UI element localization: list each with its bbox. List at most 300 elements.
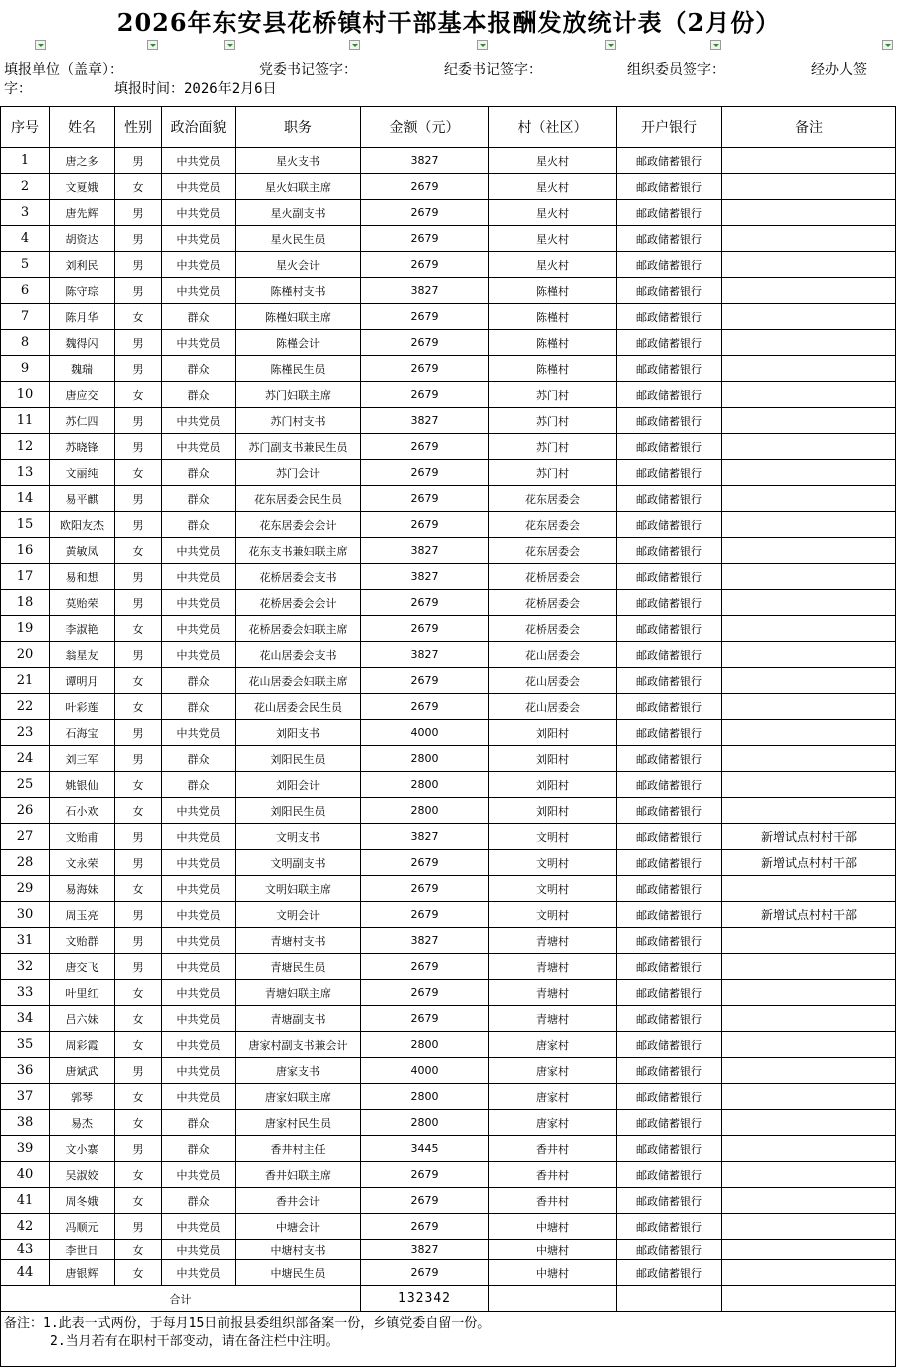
cell-gender: 男 bbox=[115, 824, 162, 849]
cell-seq: 19 bbox=[1, 616, 50, 641]
party-secretary-signature-label: 党委书记签字： bbox=[259, 62, 357, 78]
cell-remark bbox=[722, 1214, 896, 1239]
cell-bank: 邮政储蓄银行 bbox=[617, 1136, 722, 1161]
cell-political-status: 中共党员 bbox=[162, 330, 236, 355]
table-row bbox=[1, 1084, 896, 1110]
cell-political-status: 中共党员 bbox=[162, 200, 236, 225]
cell-bank: 邮政储蓄银行 bbox=[617, 1006, 722, 1031]
cell-remark bbox=[722, 668, 896, 693]
cell-bank: 邮政储蓄银行 bbox=[617, 954, 722, 979]
cell-remark bbox=[722, 330, 896, 355]
table-row bbox=[1, 1162, 896, 1188]
cell-seq: 8 bbox=[1, 330, 50, 355]
cell-political-status: 中共党员 bbox=[162, 876, 236, 901]
cell-position: 苏门妇联主席 bbox=[236, 382, 361, 407]
cell-village: 香井村 bbox=[489, 1188, 617, 1213]
cell-seq: 35 bbox=[1, 1032, 50, 1057]
table-row bbox=[1, 1260, 896, 1286]
cell-gender: 男 bbox=[115, 148, 162, 173]
cell-name: 石海宝 bbox=[50, 720, 115, 745]
cell-gender: 女 bbox=[115, 772, 162, 797]
column-header-village: 村（社区） bbox=[489, 107, 617, 147]
table-row bbox=[1, 1032, 896, 1058]
cell-gender: 男 bbox=[115, 356, 162, 381]
cell-gender: 女 bbox=[115, 304, 162, 329]
table-row bbox=[1, 980, 896, 1006]
cell-gender: 男 bbox=[115, 486, 162, 511]
cell-gender: 女 bbox=[115, 694, 162, 719]
cell-remark bbox=[722, 642, 896, 667]
cell-gender: 男 bbox=[115, 1058, 162, 1083]
cell-bank: 邮政储蓄银行 bbox=[617, 1032, 722, 1057]
cell-remark bbox=[722, 200, 896, 225]
cell-amount: 2679 bbox=[361, 668, 489, 693]
cell-remark bbox=[722, 798, 896, 823]
filter-dropdown-icon[interactable] bbox=[35, 40, 46, 50]
cell-bank: 邮政储蓄银行 bbox=[617, 980, 722, 1005]
form-header bbox=[0, 50, 897, 106]
cell-political-status: 中共党员 bbox=[162, 902, 236, 927]
cell-village: 花桥居委会 bbox=[489, 590, 617, 615]
cell-village: 陈槿村 bbox=[489, 356, 617, 381]
salary-table bbox=[0, 106, 896, 1367]
cell-seq: 41 bbox=[1, 1188, 50, 1213]
cell-seq: 32 bbox=[1, 954, 50, 979]
cell-seq: 17 bbox=[1, 564, 50, 589]
cell-gender: 女 bbox=[115, 1188, 162, 1213]
cell-remark bbox=[722, 876, 896, 901]
cell-seq: 37 bbox=[1, 1084, 50, 1109]
table-row bbox=[1, 408, 896, 434]
cell-position: 花东支书兼妇联主席 bbox=[236, 538, 361, 563]
cell-seq: 1 bbox=[1, 148, 50, 173]
column-header-political-status: 政治面貌 bbox=[162, 107, 236, 147]
cell-amount: 3827 bbox=[361, 928, 489, 953]
cell-political-status: 中共党员 bbox=[162, 642, 236, 667]
cell-village: 刘阳村 bbox=[489, 798, 617, 823]
table-row bbox=[1, 928, 896, 954]
cell-amount: 2679 bbox=[361, 876, 489, 901]
cell-village: 青塘村 bbox=[489, 954, 617, 979]
cell-bank: 邮政储蓄银行 bbox=[617, 564, 722, 589]
column-header-amount: 金额（元） bbox=[361, 107, 489, 147]
filter-dropdown-icon[interactable] bbox=[224, 40, 235, 50]
cell-seq: 25 bbox=[1, 772, 50, 797]
cell-bank: 邮政储蓄银行 bbox=[617, 668, 722, 693]
filter-dropdown-icon[interactable] bbox=[882, 40, 893, 50]
cell-amount: 2679 bbox=[361, 304, 489, 329]
cell-village: 文明村 bbox=[489, 876, 617, 901]
cell-amount: 2679 bbox=[361, 954, 489, 979]
total-village-cell bbox=[489, 1286, 617, 1311]
cell-position: 花东居委会会计 bbox=[236, 512, 361, 537]
cell-seq: 6 bbox=[1, 278, 50, 303]
table-row bbox=[1, 304, 896, 330]
cell-position: 唐家村副支书兼会计 bbox=[236, 1032, 361, 1057]
cell-name: 叶里红 bbox=[50, 980, 115, 1005]
cell-name: 文贻甫 bbox=[50, 824, 115, 849]
cell-position: 花东居委会民生员 bbox=[236, 486, 361, 511]
table-row bbox=[1, 174, 896, 200]
cell-village: 青塘村 bbox=[489, 980, 617, 1005]
cell-seq: 42 bbox=[1, 1214, 50, 1239]
cell-position: 香井村主任 bbox=[236, 1136, 361, 1161]
cell-bank: 邮政储蓄银行 bbox=[617, 304, 722, 329]
cell-remark bbox=[722, 278, 896, 303]
cell-remark: 新增试点村村干部 bbox=[760, 856, 857, 870]
cell-remark bbox=[722, 590, 896, 615]
cell-bank: 邮政储蓄银行 bbox=[617, 330, 722, 355]
cell-amount: 3827 bbox=[361, 148, 489, 173]
cell-position: 花山居委会民生员 bbox=[236, 694, 361, 719]
table-header bbox=[1, 107, 896, 148]
cell-village: 苏门村 bbox=[489, 382, 617, 407]
cell-bank: 邮政储蓄银行 bbox=[617, 252, 722, 277]
cell-position: 星火民生员 bbox=[236, 226, 361, 251]
discipline-secretary-signature-label: 纪委书记签字： bbox=[444, 62, 542, 78]
cell-political-status: 中共党员 bbox=[162, 1058, 236, 1083]
cell-position: 青塘副支书 bbox=[236, 1006, 361, 1031]
table-row bbox=[1, 824, 896, 850]
cell-position: 刘阳民生员 bbox=[236, 798, 361, 823]
cell-amount: 2679 bbox=[361, 330, 489, 355]
cell-position: 香井妇联主席 bbox=[236, 1162, 361, 1187]
cell-remark bbox=[722, 460, 896, 485]
cell-amount: 3827 bbox=[361, 538, 489, 563]
filter-dropdown-icon[interactable] bbox=[477, 40, 488, 50]
filter-dropdown-icon[interactable] bbox=[605, 40, 616, 50]
cell-gender: 男 bbox=[115, 200, 162, 225]
cell-village: 刘阳村 bbox=[489, 772, 617, 797]
cell-bank: 邮政储蓄银行 bbox=[617, 200, 722, 225]
cell-remark bbox=[722, 720, 896, 745]
cell-bank: 邮政储蓄银行 bbox=[617, 174, 722, 199]
cell-political-status: 群众 bbox=[162, 356, 236, 381]
cell-remark bbox=[722, 174, 896, 199]
total-remark-cell bbox=[722, 1286, 896, 1311]
table-row bbox=[1, 1110, 896, 1136]
cell-political-status: 群众 bbox=[162, 1110, 236, 1135]
cell-position: 刘阳民生员 bbox=[236, 746, 361, 771]
cell-political-status: 中共党员 bbox=[162, 538, 236, 563]
cell-name: 易平麒 bbox=[50, 486, 115, 511]
cell-name: 翁星友 bbox=[50, 642, 115, 667]
cell-seq: 39 bbox=[1, 1136, 50, 1161]
cell-gender: 男 bbox=[115, 434, 162, 459]
cell-gender: 女 bbox=[115, 1110, 162, 1135]
cell-position: 陈槿村支书 bbox=[236, 278, 361, 303]
cell-seq: 28 bbox=[1, 850, 50, 875]
handler-signature-label-cont: 字： bbox=[4, 81, 32, 97]
cell-amount: 2679 bbox=[361, 460, 489, 485]
cell-amount: 2679 bbox=[361, 382, 489, 407]
cell-name: 冯顺元 bbox=[50, 1214, 115, 1239]
cell-village: 刘阳村 bbox=[489, 720, 617, 745]
table-row bbox=[1, 1214, 896, 1240]
cell-seq: 13 bbox=[1, 460, 50, 485]
cell-gender: 女 bbox=[115, 1084, 162, 1109]
cell-name: 刘利民 bbox=[50, 252, 115, 277]
cell-gender: 女 bbox=[115, 1032, 162, 1057]
table-row bbox=[1, 902, 896, 928]
cell-name: 李世日 bbox=[50, 1240, 115, 1259]
table-row bbox=[1, 538, 896, 564]
cell-position: 花桥居委会妇联主席 bbox=[236, 616, 361, 641]
cell-remark bbox=[722, 1188, 896, 1213]
cell-seq: 4 bbox=[1, 226, 50, 251]
cell-position: 文明副支书 bbox=[236, 850, 361, 875]
cell-amount: 2679 bbox=[361, 1006, 489, 1031]
cell-seq: 40 bbox=[1, 1162, 50, 1187]
cell-village: 香井村 bbox=[489, 1162, 617, 1187]
cell-position: 星火会计 bbox=[236, 252, 361, 277]
cell-name: 唐斌武 bbox=[50, 1058, 115, 1083]
table-row bbox=[1, 772, 896, 798]
cell-position: 苏门村支书 bbox=[236, 408, 361, 433]
cell-village: 苏门村 bbox=[489, 460, 617, 485]
table-row bbox=[1, 434, 896, 460]
cell-village: 花东居委会 bbox=[489, 538, 617, 563]
cell-amount: 3827 bbox=[361, 408, 489, 433]
cell-remark bbox=[722, 1260, 896, 1285]
cell-remark bbox=[722, 616, 896, 641]
cell-amount: 2800 bbox=[361, 1110, 489, 1135]
cell-seq: 31 bbox=[1, 928, 50, 953]
cell-bank: 邮政储蓄银行 bbox=[617, 538, 722, 563]
cell-remark bbox=[722, 928, 896, 953]
table-row bbox=[1, 1058, 896, 1084]
table-row bbox=[1, 1006, 896, 1032]
cell-political-status: 中共党员 bbox=[162, 174, 236, 199]
cell-seq: 23 bbox=[1, 720, 50, 745]
column-header-seq: 序号 bbox=[1, 107, 50, 147]
filter-dropdown-icon[interactable] bbox=[710, 40, 721, 50]
cell-bank: 邮政储蓄银行 bbox=[617, 798, 722, 823]
cell-name: 唐之多 bbox=[50, 148, 115, 173]
table-row bbox=[1, 330, 896, 356]
cell-bank: 邮政储蓄银行 bbox=[617, 1260, 722, 1285]
cell-village: 苏门村 bbox=[489, 434, 617, 459]
cell-remark bbox=[722, 1084, 896, 1109]
cell-amount: 2800 bbox=[361, 1032, 489, 1057]
column-header-bank: 开户银行 bbox=[617, 107, 722, 147]
cell-amount: 2679 bbox=[361, 1260, 489, 1285]
cell-bank: 邮政储蓄银行 bbox=[617, 642, 722, 667]
cell-bank: 邮政储蓄银行 bbox=[617, 876, 722, 901]
cell-seq: 18 bbox=[1, 590, 50, 615]
filter-dropdown-icon[interactable] bbox=[147, 40, 158, 50]
cell-bank: 邮政储蓄银行 bbox=[617, 772, 722, 797]
table-row bbox=[1, 148, 896, 174]
cell-position: 苏门副支书兼民生员 bbox=[236, 434, 361, 459]
cell-bank: 邮政储蓄银行 bbox=[617, 824, 722, 849]
total-bank-cell bbox=[617, 1286, 722, 1311]
cell-amount: 2679 bbox=[361, 616, 489, 641]
cell-political-status: 中共党员 bbox=[162, 1240, 236, 1259]
cell-political-status: 中共党员 bbox=[162, 590, 236, 615]
cell-name: 魏得闪 bbox=[50, 330, 115, 355]
cell-village: 星火村 bbox=[489, 174, 617, 199]
table-row bbox=[1, 460, 896, 486]
cell-amount: 2679 bbox=[361, 174, 489, 199]
cell-name: 周玉亮 bbox=[50, 902, 115, 927]
cell-political-status: 中共党员 bbox=[162, 616, 236, 641]
cell-gender: 男 bbox=[115, 278, 162, 303]
cell-seq: 21 bbox=[1, 668, 50, 693]
cell-gender: 女 bbox=[115, 460, 162, 485]
unit-label: 填报单位（盖章）： bbox=[4, 62, 123, 78]
cell-gender: 男 bbox=[115, 1214, 162, 1239]
cell-village: 陈槿村 bbox=[489, 304, 617, 329]
cell-political-status: 中共党员 bbox=[162, 226, 236, 251]
cell-village: 星火村 bbox=[489, 226, 617, 251]
cell-amount: 2679 bbox=[361, 1188, 489, 1213]
cell-position: 花山居委会支书 bbox=[236, 642, 361, 667]
table-row bbox=[1, 200, 896, 226]
cell-name: 李淑艳 bbox=[50, 616, 115, 641]
cell-seq: 22 bbox=[1, 694, 50, 719]
cell-remark bbox=[722, 512, 896, 537]
cell-bank: 邮政储蓄银行 bbox=[617, 850, 722, 875]
cell-seq: 14 bbox=[1, 486, 50, 511]
cell-remark: 新增试点村村干部 bbox=[760, 908, 857, 922]
table-row bbox=[1, 226, 896, 252]
total-label: 合计 bbox=[1, 1286, 361, 1311]
cell-political-status: 群众 bbox=[162, 1136, 236, 1161]
cell-political-status: 中共党员 bbox=[162, 1162, 236, 1187]
cell-amount: 2679 bbox=[361, 850, 489, 875]
column-header-remark: 备注 bbox=[795, 120, 823, 136]
cell-amount: 3827 bbox=[361, 642, 489, 667]
cell-village: 中塘村 bbox=[489, 1240, 617, 1259]
cell-position: 陈槿会计 bbox=[236, 330, 361, 355]
table-row bbox=[1, 616, 896, 642]
cell-position: 青塘民生员 bbox=[236, 954, 361, 979]
cell-political-status: 中共党员 bbox=[162, 850, 236, 875]
cell-gender: 女 bbox=[115, 174, 162, 199]
cell-village: 文明村 bbox=[489, 902, 617, 927]
cell-name: 谭明月 bbox=[50, 668, 115, 693]
cell-gender: 男 bbox=[115, 954, 162, 979]
table-row bbox=[1, 564, 896, 590]
cell-position: 文明支书 bbox=[236, 824, 361, 849]
cell-political-status: 群众 bbox=[162, 694, 236, 719]
cell-amount: 2679 bbox=[361, 980, 489, 1005]
cell-village: 花桥居委会 bbox=[489, 564, 617, 589]
cell-bank: 邮政储蓄银行 bbox=[617, 356, 722, 381]
cell-political-status: 中共党员 bbox=[162, 564, 236, 589]
cell-gender: 女 bbox=[115, 538, 162, 563]
cell-seq: 20 bbox=[1, 642, 50, 667]
cell-bank: 邮政储蓄银行 bbox=[617, 278, 722, 303]
cell-name: 唐银辉 bbox=[50, 1260, 115, 1285]
cell-position: 唐家妇联主席 bbox=[236, 1084, 361, 1109]
cell-name: 易海妹 bbox=[50, 876, 115, 901]
cell-bank: 邮政储蓄银行 bbox=[617, 1214, 722, 1239]
cell-seq: 36 bbox=[1, 1058, 50, 1083]
cell-name: 郭琴 bbox=[50, 1084, 115, 1109]
cell-amount: 2679 bbox=[361, 486, 489, 511]
cell-village: 香井村 bbox=[489, 1136, 617, 1161]
cell-remark bbox=[722, 1006, 896, 1031]
cell-village: 陈槿村 bbox=[489, 330, 617, 355]
cell-village: 星火村 bbox=[489, 200, 617, 225]
cell-name: 陈守琮 bbox=[50, 278, 115, 303]
cell-seq: 43 bbox=[1, 1240, 50, 1259]
cell-name: 叶彩莲 bbox=[50, 694, 115, 719]
cell-gender: 女 bbox=[115, 1162, 162, 1187]
cell-position: 星火支书 bbox=[236, 148, 361, 173]
cell-remark bbox=[722, 304, 896, 329]
cell-bank: 邮政储蓄银行 bbox=[617, 1240, 722, 1259]
cell-name: 文丽纯 bbox=[50, 460, 115, 485]
cell-gender: 男 bbox=[115, 408, 162, 433]
table-row bbox=[1, 278, 896, 304]
cell-village: 文明村 bbox=[489, 850, 617, 875]
cell-seq: 11 bbox=[1, 408, 50, 433]
cell-gender: 男 bbox=[115, 226, 162, 251]
cell-bank: 邮政储蓄银行 bbox=[617, 408, 722, 433]
cell-bank: 邮政储蓄银行 bbox=[617, 486, 722, 511]
table-row bbox=[1, 1136, 896, 1162]
cell-remark bbox=[722, 226, 896, 251]
cell-position: 青塘村支书 bbox=[236, 928, 361, 953]
cell-name: 文贻群 bbox=[50, 928, 115, 953]
cell-bank: 邮政储蓄银行 bbox=[617, 148, 722, 173]
cell-remark bbox=[722, 1136, 896, 1161]
cell-political-status: 群众 bbox=[162, 668, 236, 693]
cell-remark bbox=[722, 1110, 896, 1135]
cell-remark bbox=[722, 252, 896, 277]
cell-amount: 2679 bbox=[361, 200, 489, 225]
cell-name: 文永荣 bbox=[50, 850, 115, 875]
cell-position: 中塘会计 bbox=[236, 1214, 361, 1239]
cell-bank: 邮政储蓄银行 bbox=[617, 1110, 722, 1135]
table-row bbox=[1, 876, 896, 902]
cell-position: 星火副支书 bbox=[236, 200, 361, 225]
cell-name: 唐应交 bbox=[50, 382, 115, 407]
cell-seq: 9 bbox=[1, 356, 50, 381]
cell-seq: 10 bbox=[1, 382, 50, 407]
cell-village: 唐家村 bbox=[489, 1058, 617, 1083]
cell-bank: 邮政储蓄银行 bbox=[617, 746, 722, 771]
cell-political-status: 中共党员 bbox=[162, 1032, 236, 1057]
cell-name: 陈月华 bbox=[50, 304, 115, 329]
cell-seq: 29 bbox=[1, 876, 50, 901]
filter-dropdown-icon[interactable] bbox=[349, 40, 360, 50]
cell-amount: 2800 bbox=[361, 1084, 489, 1109]
cell-position: 花山居委会妇联主席 bbox=[236, 668, 361, 693]
cell-political-status: 中共党员 bbox=[162, 1084, 236, 1109]
cell-name: 苏晓锋 bbox=[50, 434, 115, 459]
cell-village: 花山居委会 bbox=[489, 642, 617, 667]
cell-village: 花山居委会 bbox=[489, 694, 617, 719]
table-row bbox=[1, 850, 896, 876]
cell-amount: 3445 bbox=[361, 1136, 489, 1161]
cell-village: 陈槿村 bbox=[489, 278, 617, 303]
column-header-position: 职务 bbox=[236, 107, 361, 147]
cell-remark bbox=[722, 1058, 896, 1083]
cell-political-status: 中共党员 bbox=[162, 278, 236, 303]
cell-political-status: 中共党员 bbox=[162, 252, 236, 277]
cell-bank: 邮政储蓄银行 bbox=[617, 1188, 722, 1213]
cell-name: 文小寨 bbox=[50, 1136, 115, 1161]
cell-seq: 38 bbox=[1, 1110, 50, 1135]
cell-amount: 3827 bbox=[361, 1240, 489, 1259]
cell-gender: 男 bbox=[115, 720, 162, 745]
cell-bank: 邮政储蓄银行 bbox=[617, 616, 722, 641]
note-line-2: 2.当月若有在职村干部变动，请在备注栏中注明。 bbox=[50, 1334, 339, 1349]
